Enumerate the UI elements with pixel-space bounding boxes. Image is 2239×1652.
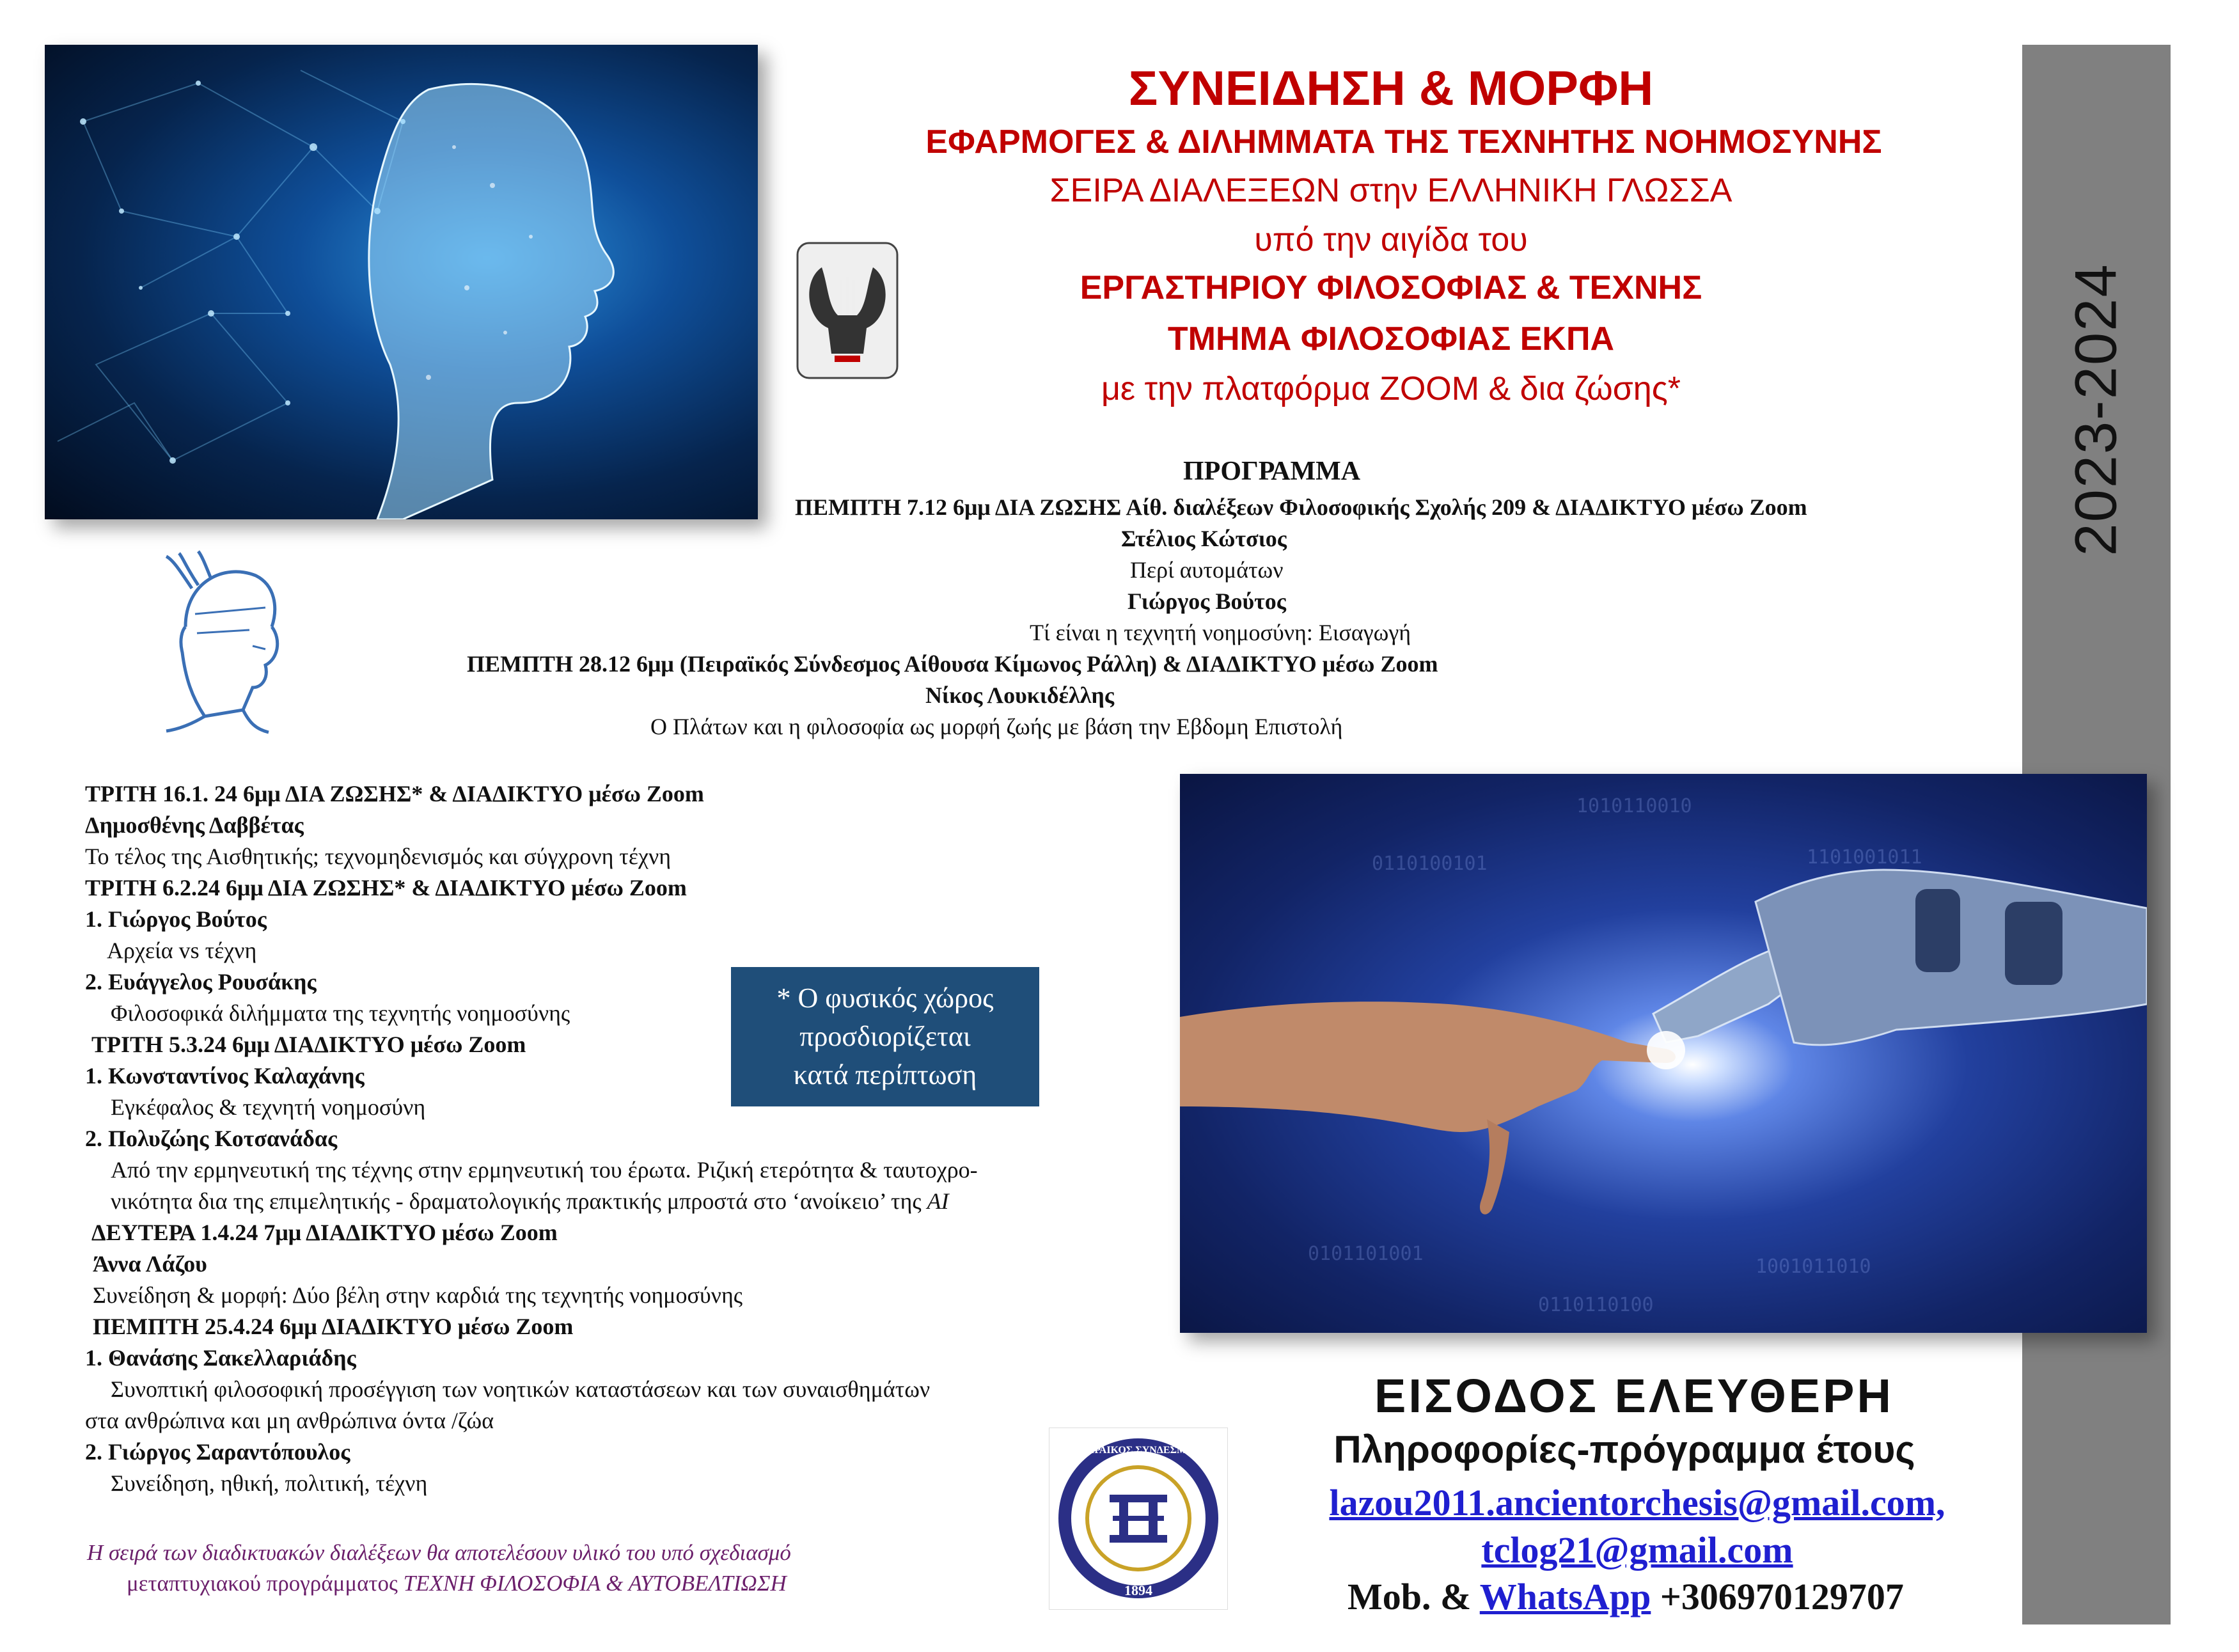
talk-hermeneutics-2-text: νικότητα δια της επιμελητικής - δραματολογικής πρακτικής μπροστά στο ‘ανοίκειο’ της — [111, 1188, 927, 1214]
talk-hermeneutics-2 — [111, 1186, 949, 1217]
note-line-1: * Ο φυσικός χώρος — [776, 982, 994, 1014]
speaker-davvetas: Δημοσθένης Δαββέτας — [85, 812, 304, 838]
speaker-kotsanadas: 2. Πολυζώης Κοτσανάδας — [85, 1126, 338, 1151]
session-0104: ΔΕΥΤΕΡΑ 1.4.24 7μμ ΔΙΑΔΙΚΤΥΟ μέσω Zoom — [91, 1220, 558, 1245]
peiraikos-year: 1894 — [1124, 1582, 1152, 1598]
program-line-1: ΠΕΜΠΤΗ 7.12 6μμ ΔΙΑ ΖΩΣΗΣ Αίθ. διαλέξεων Φιλοσοφικής Σχολής 209 & ΔΙΑΔΙΚΤΥΟ μέσω Zoom — [795, 494, 1807, 520]
series-line: ΣΕΙΡΑ ΔΙΑΛΕΞΕΩΝ στην ΕΛΛΗΝΙΚΗ ΓΛΩΣΣΑ — [1049, 172, 1732, 209]
talk-hermeneutics-1: Από την ερμηνευτική της τέχνης στην ερμηνευτική του έρωτα. Ριζική ετερότητα & ταυτοχρο- — [111, 1157, 978, 1183]
ai-italic: AI — [927, 1188, 949, 1214]
footer-line-2 — [127, 1568, 787, 1599]
ai-head-image — [45, 45, 758, 519]
hands-image — [1180, 774, 2147, 1333]
talk-automata: Περί αυτομάτων — [1130, 557, 1284, 583]
program-line-2812: ΠΕΜΠΤΗ 28.12 6μμ (Πειραϊκός Σύνδεσμος Αίθουσα Κίμωνος Ράλλη) & ΔΙΑΔΙΚΤΥΟ μέσω Zoom — [467, 651, 1438, 677]
talk-mental-states-2: στα ανθρώπινα και μη ανθρώπινα όντα /ζώα — [85, 1408, 494, 1433]
speaker-rousakis: 2. Ευάγγελος Ρουσάκης — [85, 969, 317, 995]
session-0602: ΤΡΙΤΗ 6.2.24 6μμ ΔΙΑ ΖΩΣΗΣ* & ΔΙΑΔΙΚΤΥΟ μέσω Zoom — [85, 875, 687, 901]
talk-consciousness: Συνείδηση & μορφή: Δύο βέλη στην καρδιά της τεχνητής νοημοσύνης — [93, 1282, 743, 1308]
svg-text:1001011010: 1001011010 — [1756, 1255, 1871, 1278]
footer-line-2-prefix: μεταπτυχιακού προγράμματος — [127, 1571, 404, 1596]
program-heading: ΠΡΟΓΡΑΜΜΑ — [1183, 457, 1361, 486]
svg-text:0101101001: 0101101001 — [1308, 1243, 1424, 1265]
talk-plato: Ο Πλάτων και η φιλοσοφία ως μορφή ζωής με βάση την Εβδομη Επιστολή — [650, 714, 1343, 739]
athena-logo — [147, 550, 294, 736]
talk-dilemmas: Φιλοσοφικά διλήμματα της τεχνητής νοημοσύνης — [111, 1000, 570, 1026]
page-subtitle: ΕΦΑΡΜΟΓΕΣ & ΔΙΛΗΜΜΑΤΑ ΤΗΣ ΤΕΧΝΗΤΗΣ ΝΟΗΜΟΣΥΝΗΣ — [925, 123, 1882, 161]
peiraikos-name: ΠΕΙΡΑΙΚΟΣ ΣΥΝΔΕΣΜΟΣ — [1076, 1445, 1201, 1456]
svg-text:1010110010: 1010110010 — [1576, 795, 1692, 817]
speaker-kotsios: Στέλιος Κώτσιος — [1121, 526, 1287, 551]
lab-line: ΕΡΓΑΣΤΗΡΙΟΥ ΦΙΛΟΣΟΦΙΑΣ & ΤΕΧΝΗΣ — [1080, 269, 1702, 306]
year-text: 2023-2024 — [2063, 263, 2129, 556]
year-label — [2021, 217, 2172, 601]
speaker-sakellariadis: 1. Θανάσης Σακελλαριάδης — [85, 1345, 356, 1371]
platform-line: με την πλατφόρμα ZOOM & δια ζώσης* — [1101, 370, 1681, 407]
talk-ai-intro: Τί είναι η τεχνητή νοημοσύνη: Εισαγωγή — [1030, 620, 1411, 645]
talk-aesthetics: Το τέλος της Αισθητικής; τεχνομηδενισμός και σύγχρονη τέχνη — [85, 844, 672, 869]
speaker-kalachanis: 1. Κωνσταντίνος Καλαχάνης — [85, 1063, 365, 1089]
location-note-box — [731, 967, 1039, 1106]
note-line-2: προσδιορίζεται — [799, 1021, 971, 1052]
talk-mental-states-1: Συνοπτική φιλοσοφική προσέγγιση των νοητικών καταστάσεων και των συναισθημάτων — [111, 1376, 931, 1402]
email-2-row — [1234, 1529, 2040, 1571]
entry-free: ΕΙΣΟΔΟΣ ΕΛΕΥΘΕΡΗ — [1374, 1369, 1894, 1422]
footer-line-1: Η σειρά των διαδικτυακών διαλέξεων θα αποτελέσουν υλικό του υπό σχεδιασμό — [87, 1540, 791, 1565]
svg-text:0110110100: 0110110100 — [1538, 1294, 1654, 1316]
speaker-voutos: Γιώργος Βούτος — [1127, 588, 1286, 614]
mob-label: Mob. & — [1347, 1576, 1480, 1617]
ai-head-illustration — [45, 45, 758, 519]
page-title: ΣΥΝΕΙΔΗΣΗ & ΜΟΡΦΗ — [1128, 61, 1654, 116]
hands-illustration — [1180, 774, 2147, 1333]
peiraikos-logo — [1049, 1428, 1228, 1610]
email-link-1[interactable]: lazou2011.ancientorchesis@gmail.com, — [1329, 1482, 1945, 1523]
department-line: ΤΜΗΜΑ ΦΙΛΟΣΟΦΙΑΣ ΕΚΠΑ — [1167, 320, 1615, 358]
talk-ethics: Συνείδηση, ηθική, πολιτική, τέχνη — [111, 1470, 428, 1496]
session-0503: ΤΡΙΤΗ 5.3.24 6μμ ΔΙΑΔΙΚΤΥΟ μέσω Zoom — [91, 1032, 526, 1057]
whatsapp-link[interactable]: WhatsApp — [1479, 1576, 1651, 1617]
email-link-2[interactable]: tclog21@gmail.com — [1481, 1529, 1793, 1571]
speaker-lazou: Άννα Λάζου — [93, 1251, 207, 1277]
talk-brain: Εγκέφαλος & τεχνητή νοημοσύνη — [111, 1094, 426, 1120]
footer-program-name: ΤΕΧΝΗ ΦΙΛΟΣΟΦΙΑ & ΑΥΤΟΒΕΛΤΙΩΣΗ — [403, 1571, 787, 1596]
speaker-loukidellis: Νίκος Λουκιδέλλης — [925, 682, 1115, 708]
phone-number: +306970129707 — [1651, 1576, 1904, 1617]
speaker-voutos-2: 1. Γιώργος Βούτος — [85, 906, 267, 932]
aegis-line: υπό την αιγίδα του — [1254, 221, 1528, 258]
info-label: Πληροφορίες-πρόγραμμα έτους — [1333, 1428, 1915, 1471]
session-2504: ΠΕΜΠΤΗ 25.4.24 6μμ ΔΙΑΔΙΚΤΥΟ μέσω Zoom — [93, 1314, 574, 1339]
svg-text:0110100101: 0110100101 — [1372, 853, 1488, 875]
email-1-row — [1234, 1481, 2040, 1524]
session-1601: ΤΡΙΤΗ 16.1. 24 6μμ ΔΙΑ ΖΩΣΗΣ* & ΔΙΑΔΙΚΤΥΟ μέσω Zoom — [85, 781, 704, 806]
svg-text:1101001011: 1101001011 — [1807, 846, 1922, 869]
phone-row — [1347, 1575, 1904, 1618]
note-line-3: κατά περίπτωση — [793, 1059, 977, 1090]
talk-archives: Αρχεία vs τέχνη — [107, 938, 257, 963]
lyre-logo — [796, 242, 899, 379]
speaker-sarantopoulos: 2. Γιώργος Σαραντόπουλος — [85, 1439, 350, 1465]
